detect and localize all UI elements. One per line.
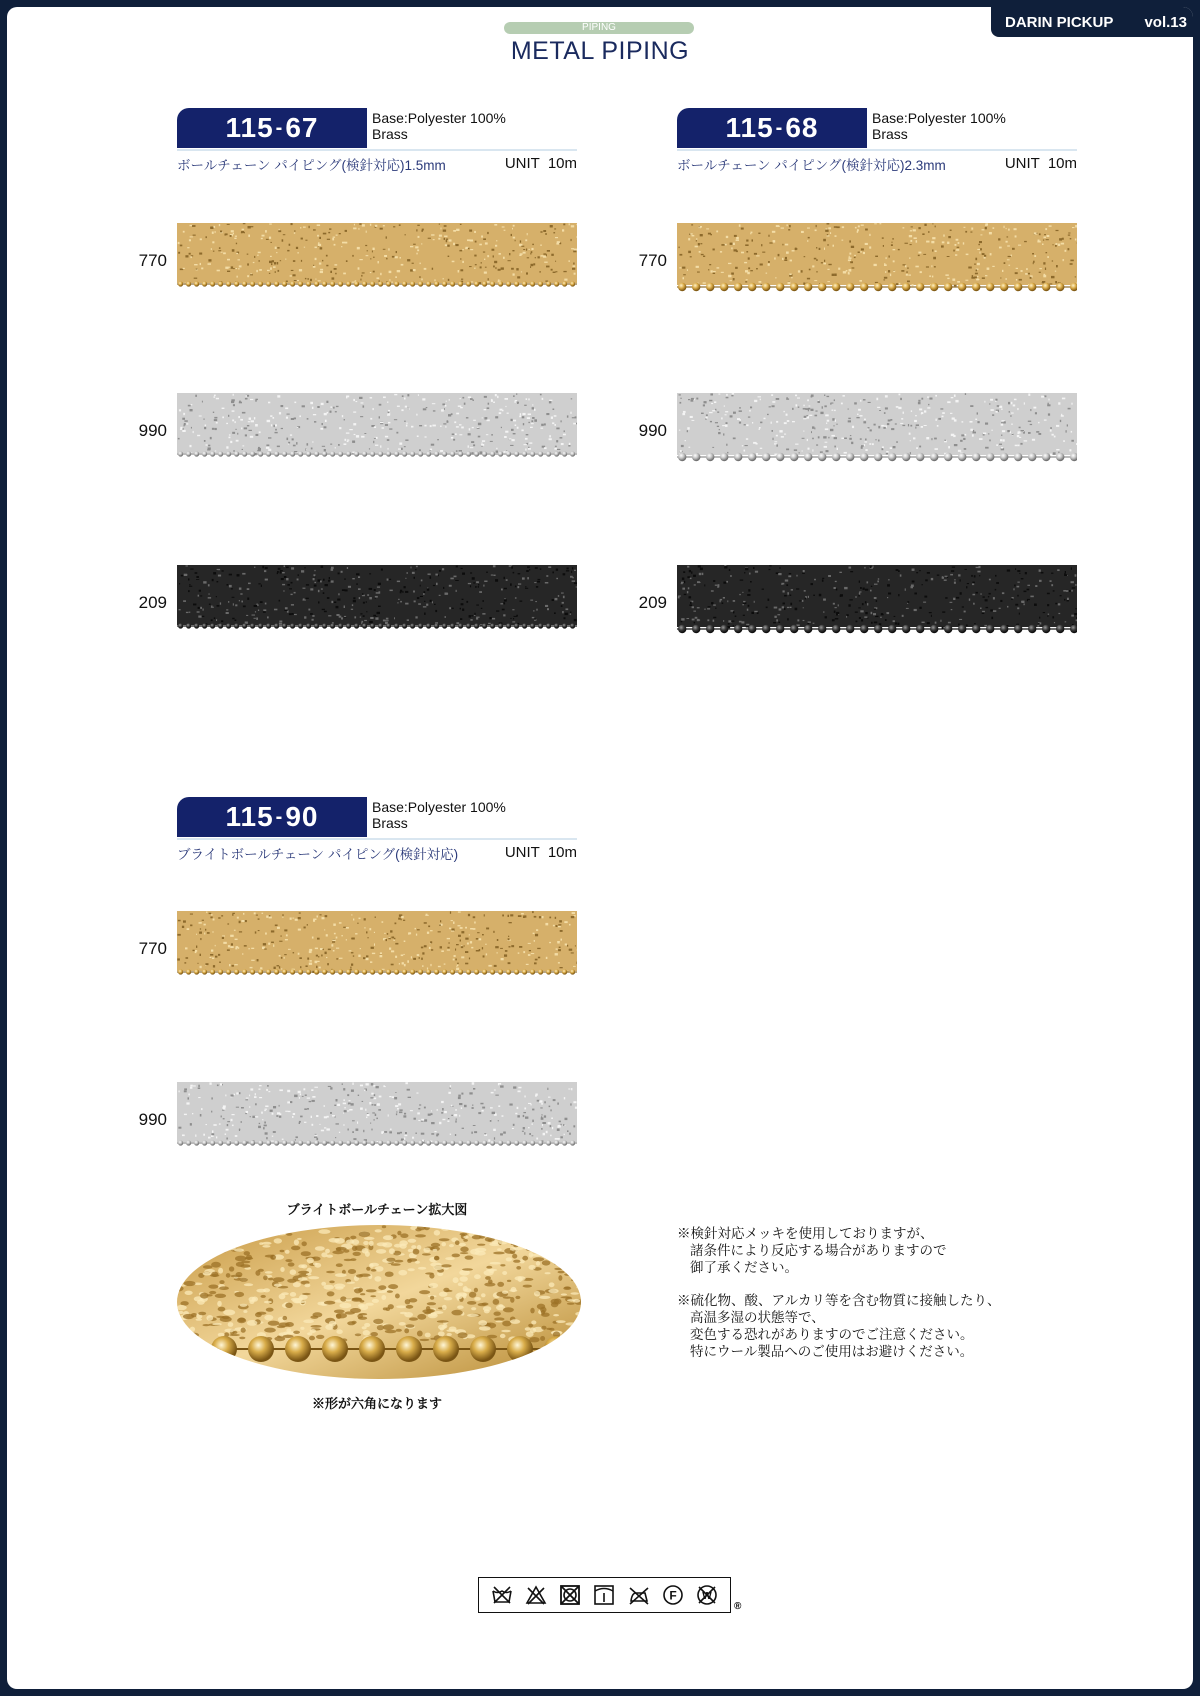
- swatch-code-label: 209: [138, 593, 167, 612]
- line-dry-icon: [593, 1584, 615, 1606]
- unit-info: UNIT 10m: [504, 155, 577, 172]
- swatch-code-label: 209: [638, 593, 667, 612]
- product-description: ブライトボールチェーン パイピング(検針対応): [177, 847, 459, 862]
- header-rule: [177, 838, 577, 840]
- care-symbols: [478, 1577, 731, 1613]
- piping-swatch-gold: [177, 213, 577, 293]
- no-tumble-dry-icon: [559, 1584, 581, 1606]
- unit-info: UNIT 10m: [1004, 155, 1077, 172]
- header-rule: [177, 149, 577, 151]
- header-rule: [677, 149, 1077, 151]
- svg-text:F: F: [669, 1588, 677, 1603]
- magnifier-caption: ブライトボールチェーン拡大図: [286, 1202, 468, 1217]
- composition: Base:Polyester 100% Brass: [372, 110, 506, 142]
- swatch-code-label: 990: [138, 1110, 167, 1129]
- catalog-page: [7, 7, 1193, 1689]
- piping-swatch-silver: [677, 383, 1077, 463]
- composition: Base:Polyester 100% Brass: [872, 110, 1006, 142]
- composition: Base:Polyester 100% Brass: [372, 799, 506, 831]
- magnifier-footnote: ※形が六角になります: [311, 1396, 442, 1411]
- magnified-chain-image: [177, 1225, 582, 1380]
- product-description: ボールチェーン パイピング(検針対応)2.3mm: [677, 158, 946, 173]
- swatch-code-label: 990: [138, 421, 167, 440]
- category-pill: PIPING: [504, 22, 694, 34]
- note-discoloration: ※硫化物、酸、アルカリ等を含む物質に接触したり、 高温多湿の状態等で、 変色する恐れがありますのでご注意ください。 特にウール製品へのご使用はお避けください。: [677, 1293, 1001, 1359]
- piping-swatch-black: [177, 555, 577, 635]
- product-code-badge: 115 - 90: [177, 797, 367, 837]
- catalog-tag: [991, 7, 1193, 37]
- product-description: ボールチェーン パイピング(検針対応)1.5mm: [177, 158, 446, 173]
- unit-info: UNIT 10m: [504, 844, 577, 861]
- notes: [677, 1225, 1000, 1376]
- volume-label: vol.13: [1144, 13, 1187, 31]
- registered-mark: ®: [734, 1601, 742, 1612]
- product-code-badge: 115 - 68: [677, 108, 867, 148]
- note-detection: ※検針対応メッキを使用しておりますが、 諸条件により反応する場合がありますので 御了承ください。: [677, 1226, 947, 1275]
- no-bleach-icon: [525, 1584, 547, 1606]
- page-title: METAL PIPING: [510, 37, 690, 65]
- swatch-code-label: 990: [638, 421, 667, 440]
- no-wet-clean-icon: [696, 1584, 718, 1606]
- svg-text:W: W: [702, 1591, 712, 1602]
- piping-swatch-black: [677, 555, 1077, 635]
- no-wash-icon: [491, 1584, 513, 1606]
- swatch-code-label: 770: [638, 251, 667, 270]
- piping-swatch-gold: [177, 901, 577, 981]
- dry-clean-f-icon: [662, 1584, 684, 1606]
- product-code-badge: 115 - 67: [177, 108, 367, 148]
- piping-swatch-silver: [177, 383, 577, 463]
- piping-swatch-silver: [177, 1072, 577, 1152]
- swatch-code-label: 770: [138, 251, 167, 270]
- no-iron-icon: [628, 1584, 650, 1606]
- brand-label: DARIN PICKUP: [1005, 13, 1114, 31]
- swatch-code-label: 770: [138, 939, 167, 958]
- piping-swatch-gold: [677, 213, 1077, 293]
